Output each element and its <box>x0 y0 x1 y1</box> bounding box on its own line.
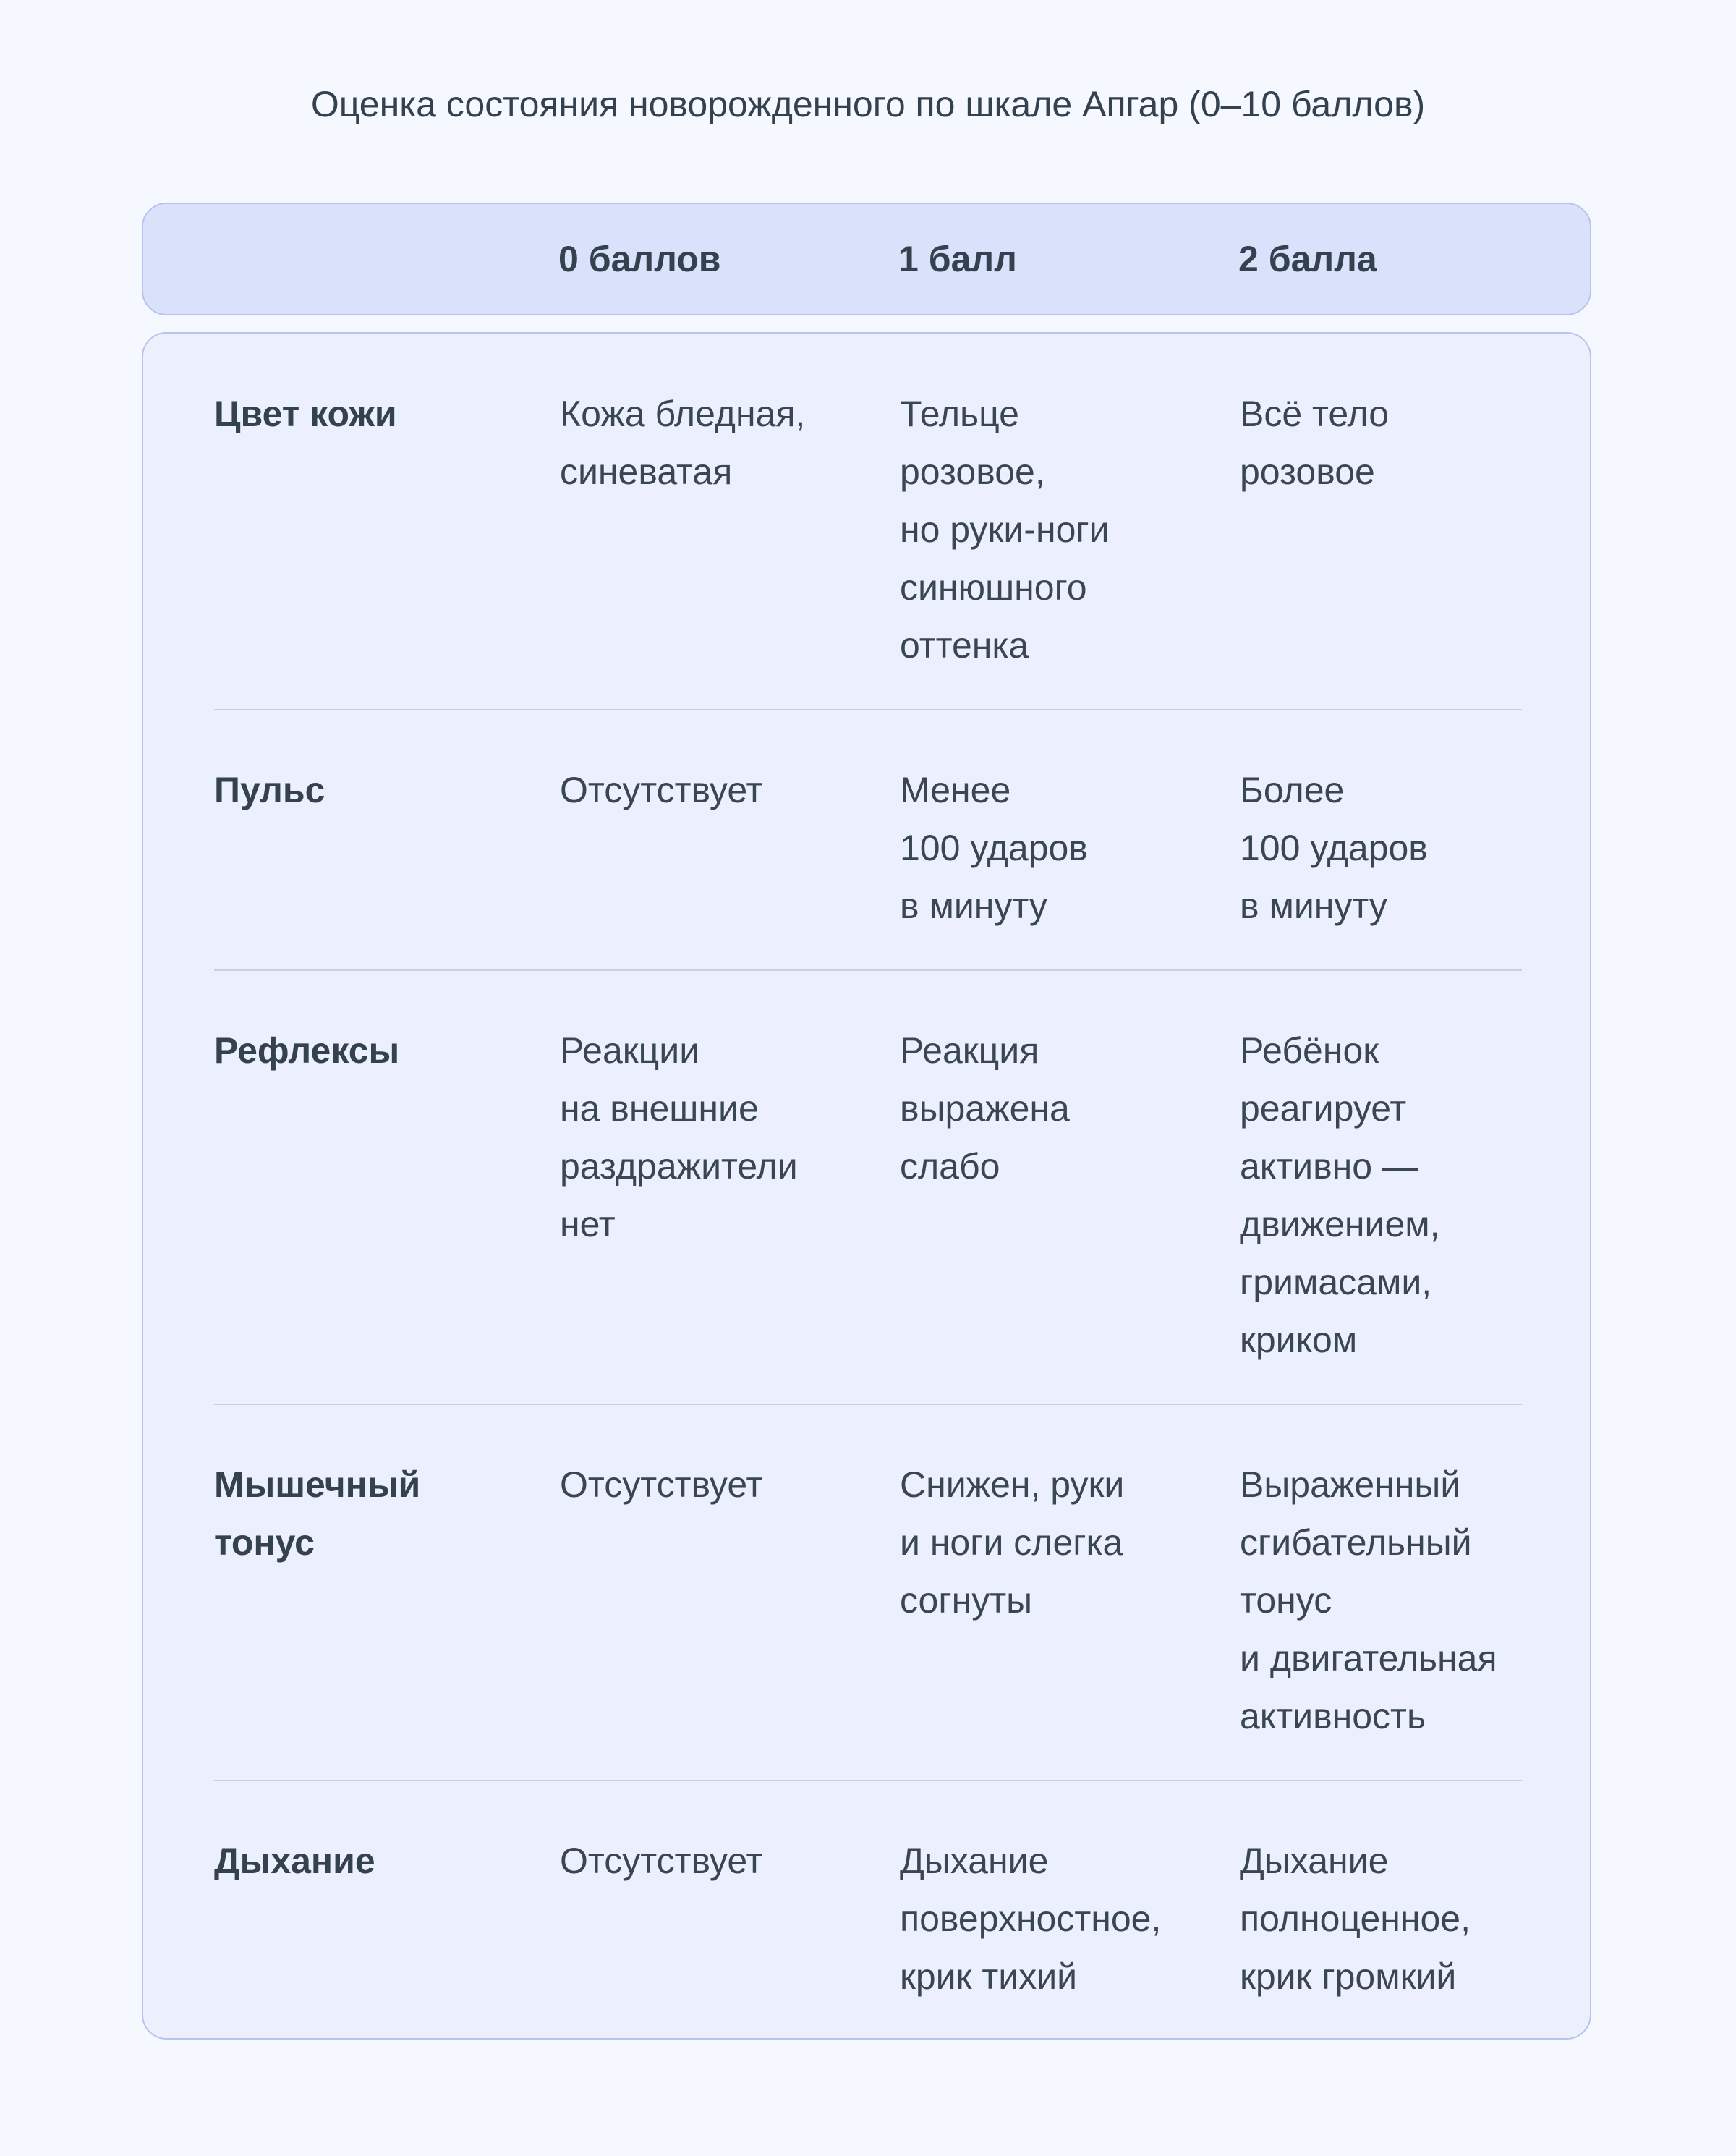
score-0-cell: Реакции на внешние раздражители нет <box>560 1030 798 1244</box>
score-2-cell: Более 100 ударов в минуту <box>1240 770 1428 926</box>
row-label: Дыхание <box>214 1841 375 1881</box>
row-label: Цвет кожи <box>214 394 397 434</box>
row-divider <box>214 709 1522 710</box>
row-label: Мышечный тонус <box>214 1464 421 1563</box>
table-header <box>142 203 1591 315</box>
score-0-cell: Отсутствует <box>560 770 763 810</box>
row-divider <box>214 1404 1522 1405</box>
row-label: Рефлексы <box>214 1030 400 1071</box>
score-0-cell: Кожа бледная, синеватая <box>560 394 806 492</box>
score-2-cell: Ребёнок реагирует активно — движением, гримасами, криком <box>1240 1030 1440 1360</box>
score-0-cell: Отсутствует <box>560 1464 763 1505</box>
score-1-cell: Реакция выражена слабо <box>900 1030 1070 1187</box>
score-1-cell: Снижен, руки и ноги слегка согнуты <box>900 1464 1125 1621</box>
header-score-0: 0 баллов <box>558 239 721 279</box>
page-title: Оценка состояния новорожденного по шкале Апгар (0–10 баллов) <box>310 84 1426 124</box>
score-1-cell: Дыхание поверхностное, крик тихий <box>900 1841 1162 1997</box>
score-1-cell: Менее 100 ударов в минуту <box>900 770 1088 926</box>
header-score-2: 2 балла <box>1238 239 1377 279</box>
row-label: Пульс <box>214 770 326 810</box>
row-divider <box>214 1780 1522 1781</box>
score-1-cell: Тельце розовое, но руки-ноги синюшного оттенка <box>900 394 1110 666</box>
score-0-cell: Отсутствует <box>560 1841 763 1881</box>
score-2-cell: Всё тело розовое <box>1240 394 1390 492</box>
score-2-cell: Выраженный сгибательный тонус и двигательная активность <box>1240 1464 1497 1736</box>
table-body <box>142 332 1591 2040</box>
score-2-cell: Дыхание полноценное, крик громкий <box>1240 1841 1471 1997</box>
row-divider <box>214 969 1522 971</box>
header-score-1: 1 балл <box>898 239 1017 279</box>
